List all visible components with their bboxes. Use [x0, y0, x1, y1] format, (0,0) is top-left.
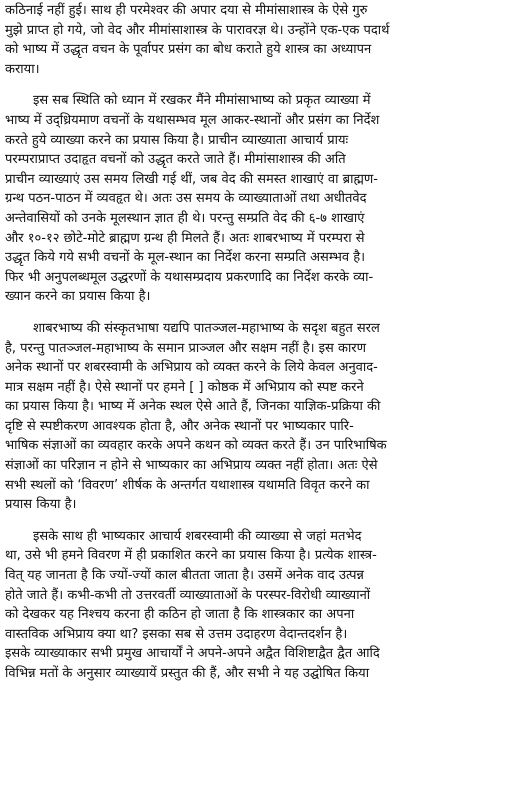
text-line: मुझे प्राप्त हो गये, जो वेद और मीमांसाशास्त्र के पारावरज्ञ थे। उन्होंने एक-एक पदार्थ [5, 22, 390, 38]
paragraph [5, 1, 521, 79]
text-line: प्राचीन व्याख्याएं उस समय लिखी गई थीं, जब वेद की समस्त शाखाएं वा ब्राह्मण- [5, 171, 378, 187]
text-line: करते हुये व्याख्या करने का प्रयास किया है। प्राचीन व्याख्याता आचार्य प्रायः [5, 132, 349, 148]
text-line: इसके साथ ही भाष्यकार आचार्य शबरस्वामी की व्याख्या से जहां मतभेद [33, 528, 362, 544]
text-line: ख्यान करने का प्रयास किया है। [5, 289, 151, 305]
text-line: संज्ञाओं का परिज्ञान न होने से भाष्यकार का अभिप्राय व्यक्त नहीं होता। अतः ऐसे [5, 458, 378, 474]
text-line: उद्धृत किये गये सभी वचनों के मूल-स्थान का निर्देश करना सम्प्रति असम्भव है। [5, 250, 366, 266]
text-line: प्रयास किया है। [5, 497, 77, 513]
text-line: है, परन्तु पातञ्जल-महाभाष्य के समान प्राञ्जल और सक्षम नहीं है। इस कारण [5, 340, 367, 356]
text-line: कठिनाई नहीं हुई। साथ ही परमेश्वर की अपार दया से मीमांसाशास्त्र के ऐसे गुरु [5, 3, 368, 18]
text-line: होते जाते हैं। कभी-कभी तो उत्तरवर्ती व्याख्याताओं के परस्पर-विरोधी व्याख्यानों [5, 587, 371, 603]
text-line: सभी स्थलों को ‘विवरण’ शीर्षक के अन्तर्गत यथाशास्त्र यथामति विवृत करने का [5, 477, 370, 493]
text-line: विभिन्न मतों के अनुसार व्याख्यायें प्रस्तुत की हैं, और सभी ने यह उद्घोषित किया [5, 666, 370, 681]
text-line: ग्रन्थ पठन-पाठन में व्यवहृत थे। अतः उस समय के व्याख्याताओं तथा अधीतवेद [5, 191, 367, 207]
paragraph [5, 319, 521, 515]
text-line: इस सब स्थिति को ध्यान में रखकर मैंने मीमांसाभाष्य को प्रकृत व्याख्या में [33, 93, 371, 109]
text-line: और १०-१२ छोटे-मोटे ब्राह्मण ग्रन्थ ही मिलते हैं। अतः शाबरभाष्य में परम्परा से [5, 230, 365, 246]
text-line: मात्र सक्षम नहीं है। ऐसे स्थानों पर हमने [ ] कोष्ठक में अभिप्राय को स्पष्ट करने [5, 379, 364, 395]
text-line: को देखकर यह निश्चय करना ही कठिन हो जाता है कि शास्त्रकार का अपना [5, 607, 355, 623]
text-line: वास्तविक अभिप्राय क्या था? इसका सब से उत्तम उदाहरण वेदान्तदर्शन है। [5, 626, 348, 642]
text-line: कराया। [5, 61, 40, 77]
text-line: अन्तेवासियों को उनके मूलस्थान ज्ञात ही थे। परन्तु सम्प्रति वेद की ६-७ शाखाएं [5, 210, 365, 226]
paragraph [5, 527, 521, 684]
paragraph [5, 91, 521, 307]
text-line: को भाष्य में उद्धृत वचन के पूर्वापर प्रसंग का बोध कराते हुये शास्त्र का अध्यापन [5, 42, 372, 58]
text-line: अनेक स्थानों पर शबरस्वामी के अभिप्राय को व्यक्त करने के लिये केवल अनुवाद- [5, 360, 378, 376]
text-line: वित् यह जानता है कि ज्यों-ज्यों काल बीतता जाता है। उसमें अनेक वाद उत्पन्न [5, 568, 364, 584]
text-line: का प्रयास किया है। भाष्य में अनेक स्थल ऐसे आते हैं, जिनका याज्ञिक-प्रक्रिया की [5, 399, 381, 415]
text-line: भाष्य में उद्ध्रियमाण वचनों के यथासम्भव मूल आकर-स्थानों और प्रसंग का निर्देश [5, 112, 380, 128]
text-line: दृष्टि से स्पष्टीकरण आवश्यक होता है, और अनेक स्थानों पर भाष्यकार पारि- [5, 418, 354, 434]
text-line: शाबरभाष्य की संस्कृतभाषा यद्यपि पातञ्जल-महाभाष्य के सदृश बहुत सरल [33, 320, 380, 336]
text-line: था, उसे भी हमने विवरण में ही प्रकाशित करने का प्रयास किया है। प्रत्येक शास्त्र- [5, 548, 377, 564]
text-line: इसके व्याख्याकार सभी प्रमुख आचार्यों ने अपने-अपने अद्वैत विशिष्टाद्वैत द्वैत आदि [5, 646, 380, 662]
text-line: परम्पराप्राप्त उदाहृत वचनों को उद्धृत करते जाते हैं। मीमांसाशास्त्र की अति [5, 152, 346, 168]
text-line: भाषिक संज्ञाओं का व्यवहार करके अपने कथन को व्यक्त करते हैं। उन पारिभाषिक [5, 438, 387, 454]
text-line: फिर भी अनुपलब्धमूल उद्धरणों के यथासम्प्रदाय प्रकरणादि का निर्देश करके व्या- [5, 269, 374, 285]
